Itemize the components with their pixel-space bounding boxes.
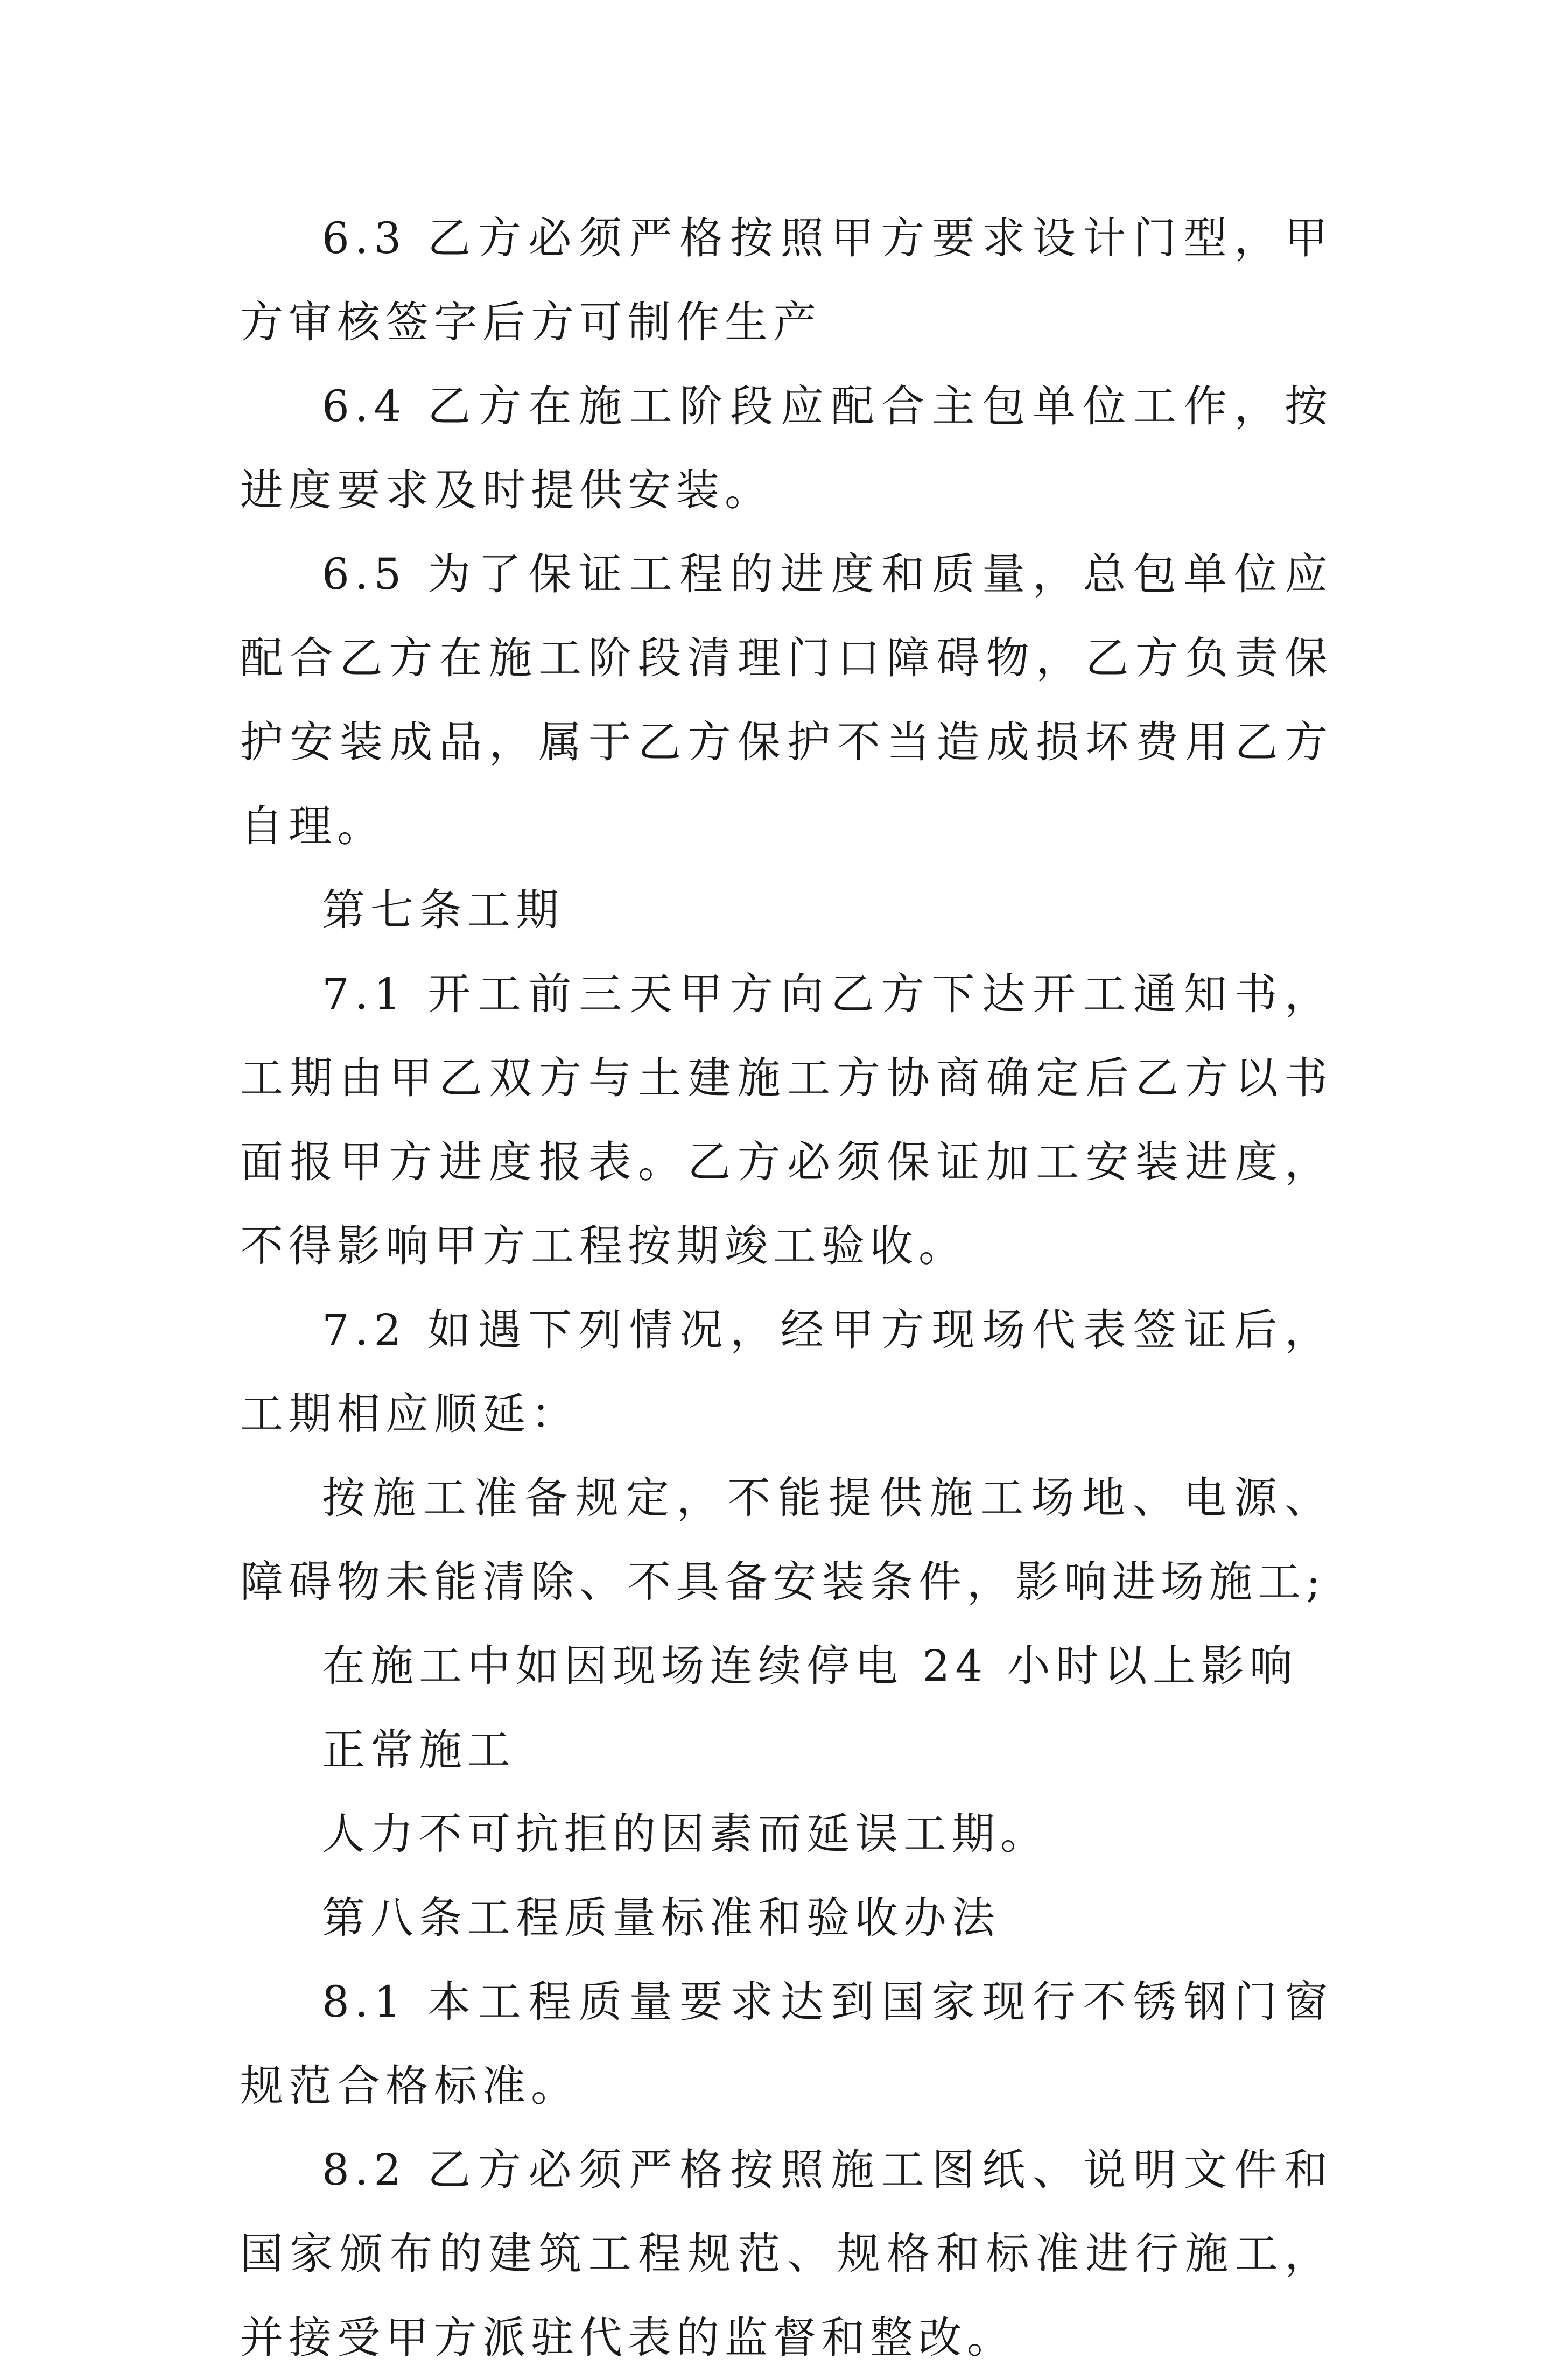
- document-body: [240, 196, 1333, 2380]
- article-7-heading: 第七条工期: [322, 885, 564, 935]
- clause-6-5: 6.5 为了保证工程的进度和质量，总包单位应配合乙方在施工阶段清理门口障碍物，乙方负责保护安装成品，属于乙方保护不当造成损坏费用乙方自理。: [240, 549, 1333, 851]
- article-8-heading: 第八条工程质量标准和验收办法: [322, 1893, 1000, 1943]
- clause-6-4: 6.4 乙方在施工阶段应配合主包单位工作，按进度要求及时提供安装。: [240, 381, 1333, 515]
- clause-7-2-item-b: 在施工中如因现场连续停电 24 小时以上影响正常施工: [322, 1641, 1298, 1775]
- clause-8-1: 8.1 本工程质量要求达到国家现行不锈钢门窗规范合格标准。: [240, 1977, 1333, 2111]
- clause-7-1: 7.1 开工前三天甲方向乙方下达开工通知书，工期由甲乙双方与土建施工方协商确定后乙方以书面报甲方进度报表。乙方必须保证加工安装进度，不得影响甲方工程按期竣工验收。: [240, 969, 1333, 1271]
- clause-7-2: 7.2 如遇下列情况，经甲方现场代表签证后，工期相应顺延：: [240, 1305, 1333, 1439]
- clause-6-3: 6.3 乙方必须严格按照甲方要求设计门型，甲方审核签字后方可制作生产: [240, 213, 1333, 347]
- clause-7-2-item-c: 人力不可抗拒的因素而延误工期。: [322, 1809, 1049, 1859]
- clause-8-2: 8.2 乙方必须严格按照施工图纸、说明文件和国家颁布的建筑工程规范、规格和标准进行施工，并接受甲方派驻代表的监督和整改。: [240, 2145, 1333, 2363]
- clause-7-2-item-a: 按施工准备规定，不能提供施工场地、电源、障碍物未能清除、不具备安装条件，影响进场施工;: [240, 1473, 1333, 1607]
